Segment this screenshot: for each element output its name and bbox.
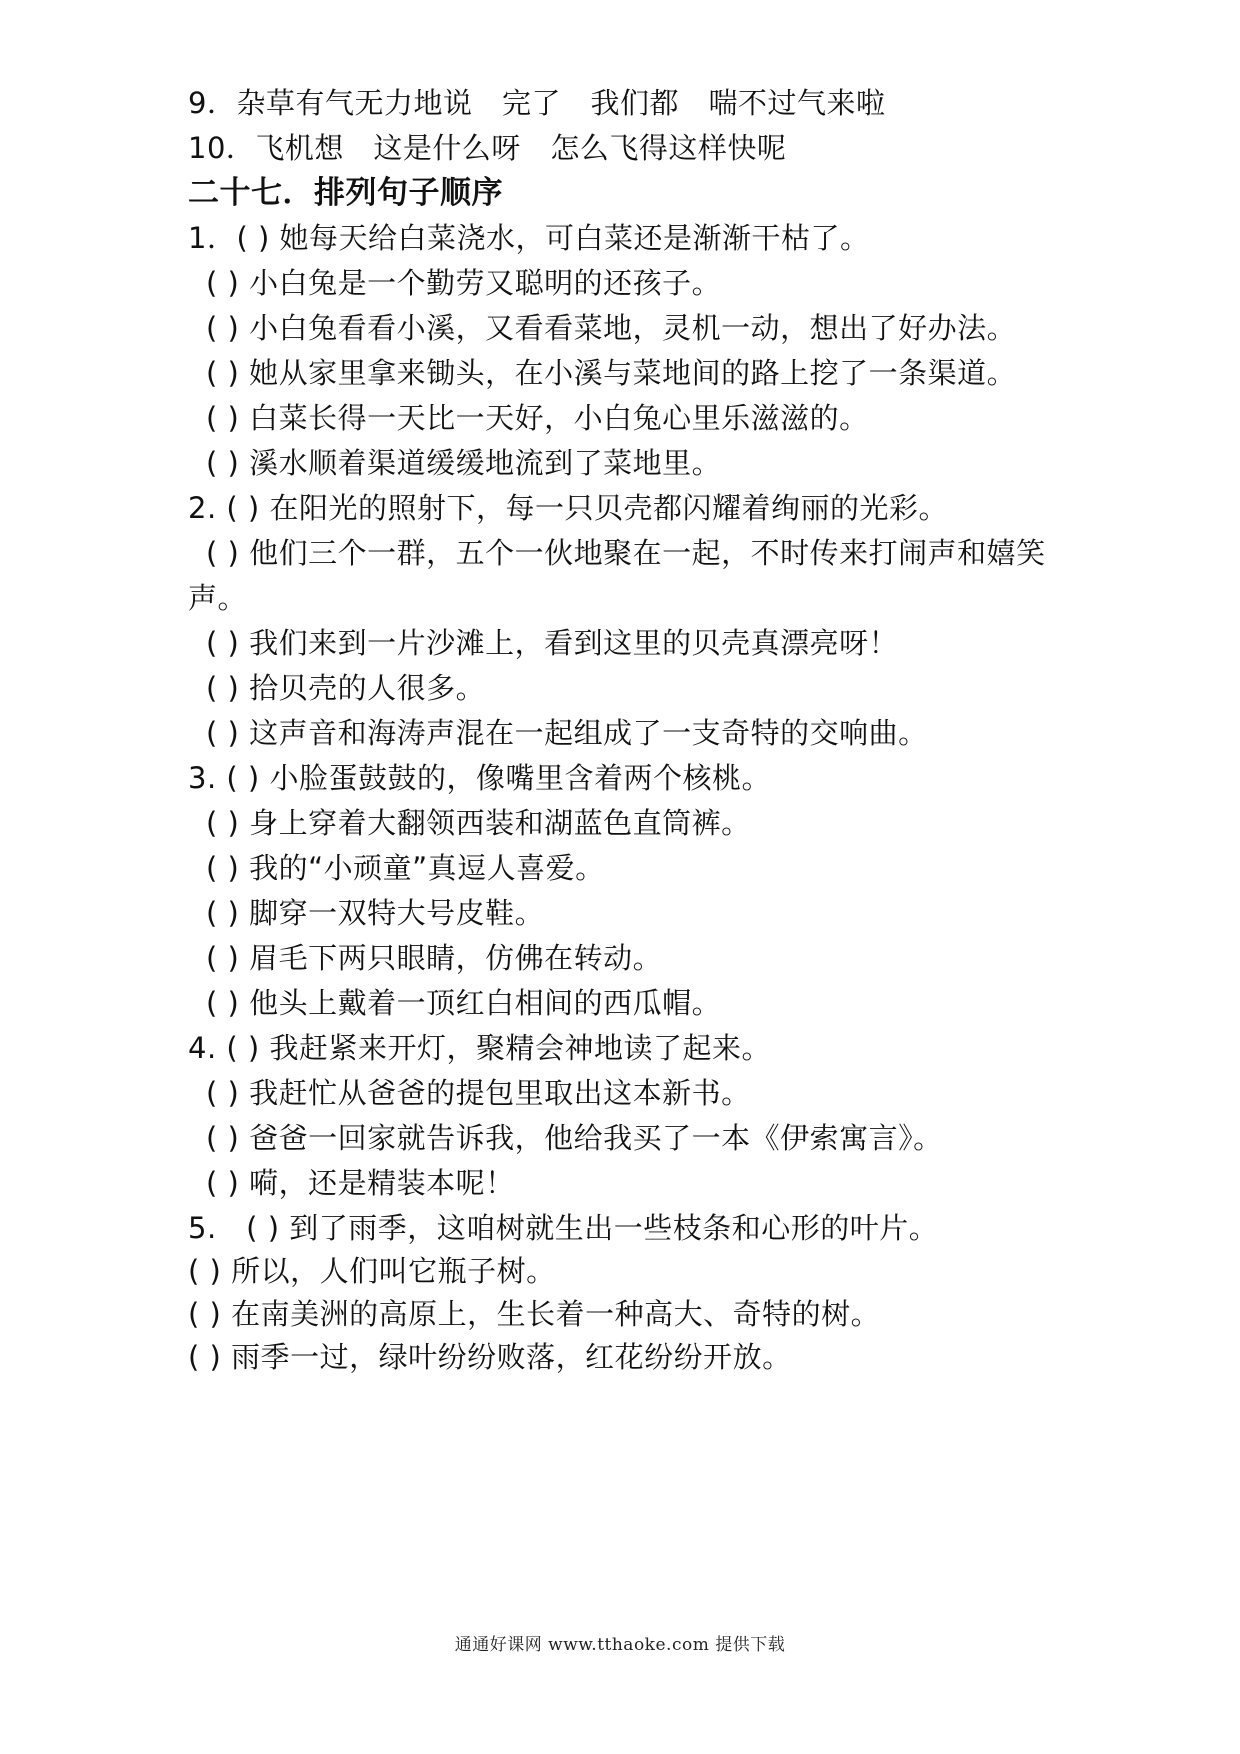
sentence-10: 10．飞机想 这是什么呀 怎么飞得这样快呢 <box>188 131 787 165</box>
footer-source: 通通好课网 www.tthaoke.com 提供下载 <box>454 1635 786 1655</box>
q2-line: 2. ( ) 在阳光的照射下，每一只贝壳都闪耀着绚丽的光彩。 <box>188 491 948 525</box>
q2-line: ( ) 这声音和海涛声混在一起组成了一支奇特的交响曲。 <box>206 716 928 750</box>
q4-line: ( ) 爸爸一回家就告诉我，他给我买了一本《伊索寓言》。 <box>206 1121 943 1155</box>
q2-line: ( ) 拾贝壳的人很多。 <box>206 671 486 705</box>
q5-line: ( ) 雨季一过，绿叶纷纷败落，红花纷纷开放。 <box>188 1340 792 1374</box>
q4-line: ( ) 嗬，还是精装本呢！ <box>206 1166 515 1200</box>
section-title: 二十七．排列句子顺序 <box>188 175 503 211</box>
q4-line: 4. ( ) 我赶紧来开灯，聚精会神地读了起来。 <box>188 1031 771 1065</box>
q2-line: 声。 <box>188 581 248 615</box>
q1-line: ( ) 溪水顺着渠道缓缓地流到了菜地里。 <box>206 446 722 480</box>
q1-line: 1．( ) 她每天给白菜浇水，可白菜还是渐渐干枯了。 <box>188 221 870 255</box>
q1-line: ( ) 小白兔看看小溪，又看看菜地，灵机一动，想出了好办法。 <box>206 311 1017 345</box>
q5-line: ( ) 所以，人们叫它瓶子树。 <box>188 1254 556 1288</box>
q3-line: ( ) 眉毛下两只眼睛，仿佛在转动。 <box>206 941 663 975</box>
q2-line: ( ) 我们来到一片沙滩上，看到这里的贝壳真漂亮呀！ <box>206 626 899 660</box>
q3-line: ( ) 我的“小顽童”真逗人喜爱。 <box>206 851 605 885</box>
q1-line: ( ) 她从家里拿来锄头，在小溪与菜地间的路上挖了一条渠道。 <box>206 356 1017 390</box>
q3-line: ( ) 他头上戴着一顶红白相间的西瓜帽。 <box>206 986 722 1020</box>
q3-line: ( ) 脚穿一双特大号皮鞋。 <box>206 896 545 930</box>
sentence-9: 9．杂草有气无力地说 完了 我们都 喘不过气来啦 <box>188 86 886 120</box>
q5-line: ( ) 在南美洲的高原上，生长着一种高大、奇特的树。 <box>188 1297 881 1331</box>
q4-line: ( ) 我赶忙从爸爸的提包里取出这本新书。 <box>206 1076 751 1110</box>
q3-line: 3. ( ) 小脸蛋鼓鼓的，像嘴里含着两个核桃。 <box>188 761 771 795</box>
q5-line: 5. ( ) 到了雨季，这咱树就生出一些枝条和心形的叶片。 <box>188 1211 939 1245</box>
q2-line: ( ) 他们三个一群，五个一伙地聚在一起，不时传来打闹声和嬉笑 <box>206 536 1046 570</box>
q1-line: ( ) 白菜长得一天比一天好，小白兔心里乐滋滋的。 <box>206 401 869 435</box>
q1-line: ( ) 小白兔是一个勤劳又聪明的还孩子。 <box>206 266 722 300</box>
q3-line: ( ) 身上穿着大翻领西装和湖蓝色直筒裤。 <box>206 806 751 840</box>
